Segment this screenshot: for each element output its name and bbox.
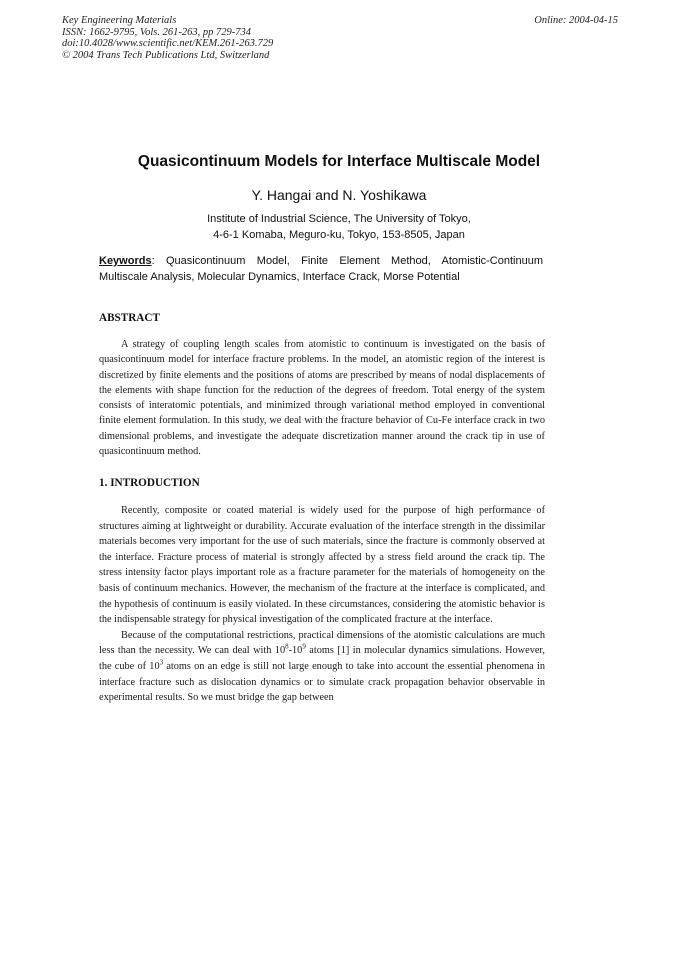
introduction-heading: 1. INTRODUCTION <box>99 477 200 489</box>
introduction-paragraph-2: Because of the computational restrictions, practical dimensions of the atomistic calculations are much less than the necessity. We can deal with $10^8-10^9$ atoms [1] in molecular dynamics simulations. However, the cube of $10^3$ atoms on an edge is still not large enough to take into account the essential phenomena in interface fracture such as dislocation dynamics or to simulate crack propagation behavior observable in experimental results. So we must bridge the gap between <box>99 629 545 704</box>
paper-authors: Y. Hangai and N. Yoshikawa <box>251 187 427 203</box>
abstract-heading: ABSTRACT <box>99 312 160 324</box>
paper-title: Quasicontinuum Models for Interface Multiscale Model <box>137 153 541 170</box>
abstract-text: A strategy of coupling length scales from atomistic to continuum is investigated on the basis of quasicontinuum model for interface fracture problems. In the model, an atomistic region of the interest is discretized by finite elements and the positions of atoms are prescribed by means of nodal displacements of the elements with shape function for the reduction of the degrees of freedom. Total energy of the system consists of interatomic potentials, and minimized through variational method employed in conventional finite element formulation. In this study, we deal with the fracture behavior of Cu-Fe interface crack in two dimensional problems, and investigate the adequate discretization manner around the crack tip in use of quasicontinuum method. <box>99 339 545 458</box>
keywords <box>99 254 543 285</box>
online-date: Online: 2004-04-15 <box>534 15 618 26</box>
keywords-text: : Quasicontinuum Model, Finite Element Method, Atomistic-Continuum Multiscale Analysis, Molecular Dynamics, Interface Crack, Morse Potential <box>99 255 543 283</box>
introduction-body <box>99 503 545 706</box>
keywords-label: Keywords <box>99 255 152 267</box>
affiliation-line-2: 4-6-1 Komaba, Meguro-ku, Tokyo, 153-8505, Japan <box>213 228 465 241</box>
journal-header <box>62 15 273 61</box>
affiliation <box>0 212 678 243</box>
issn-line: ISSN: 1662-9795, Vols. 261-263, pp 729-734 <box>62 26 251 38</box>
copyright-line: © 2004 Trans Tech Publications Ltd, Switzerland <box>62 49 270 61</box>
journal-name: Key Engineering Materials <box>62 15 177 26</box>
introduction-paragraph-1: Recently, composite or coated material is widely used for the purpose of high performance of structures aiming at lightweight or durability. Accurate evaluation of the interface strength in the dissimilar materials becomes very important for the use of such materials, since the fracture is commonly observed at the interface. Fracture process of material is strongly affected by a stress field around the crack tip. The stress intensity factor plays important role as a fracture parameter for the materials of homogeneity on the basis of continuum mechanics. However, the mechanism of the fracture at the interface is complicated, and the hypothesis of continuum is easily violated. In these circumstances, considering the atomistic behavior is the indispensable strategy for physical investigation of the complicated fracture at the interface. <box>99 505 545 626</box>
doi-line: doi:10.4028/www.scientific.net/KEM.261-263.729 <box>62 38 274 50</box>
affiliation-line-1: Institute of Industrial Science, The University of Tokyo, <box>207 213 471 225</box>
